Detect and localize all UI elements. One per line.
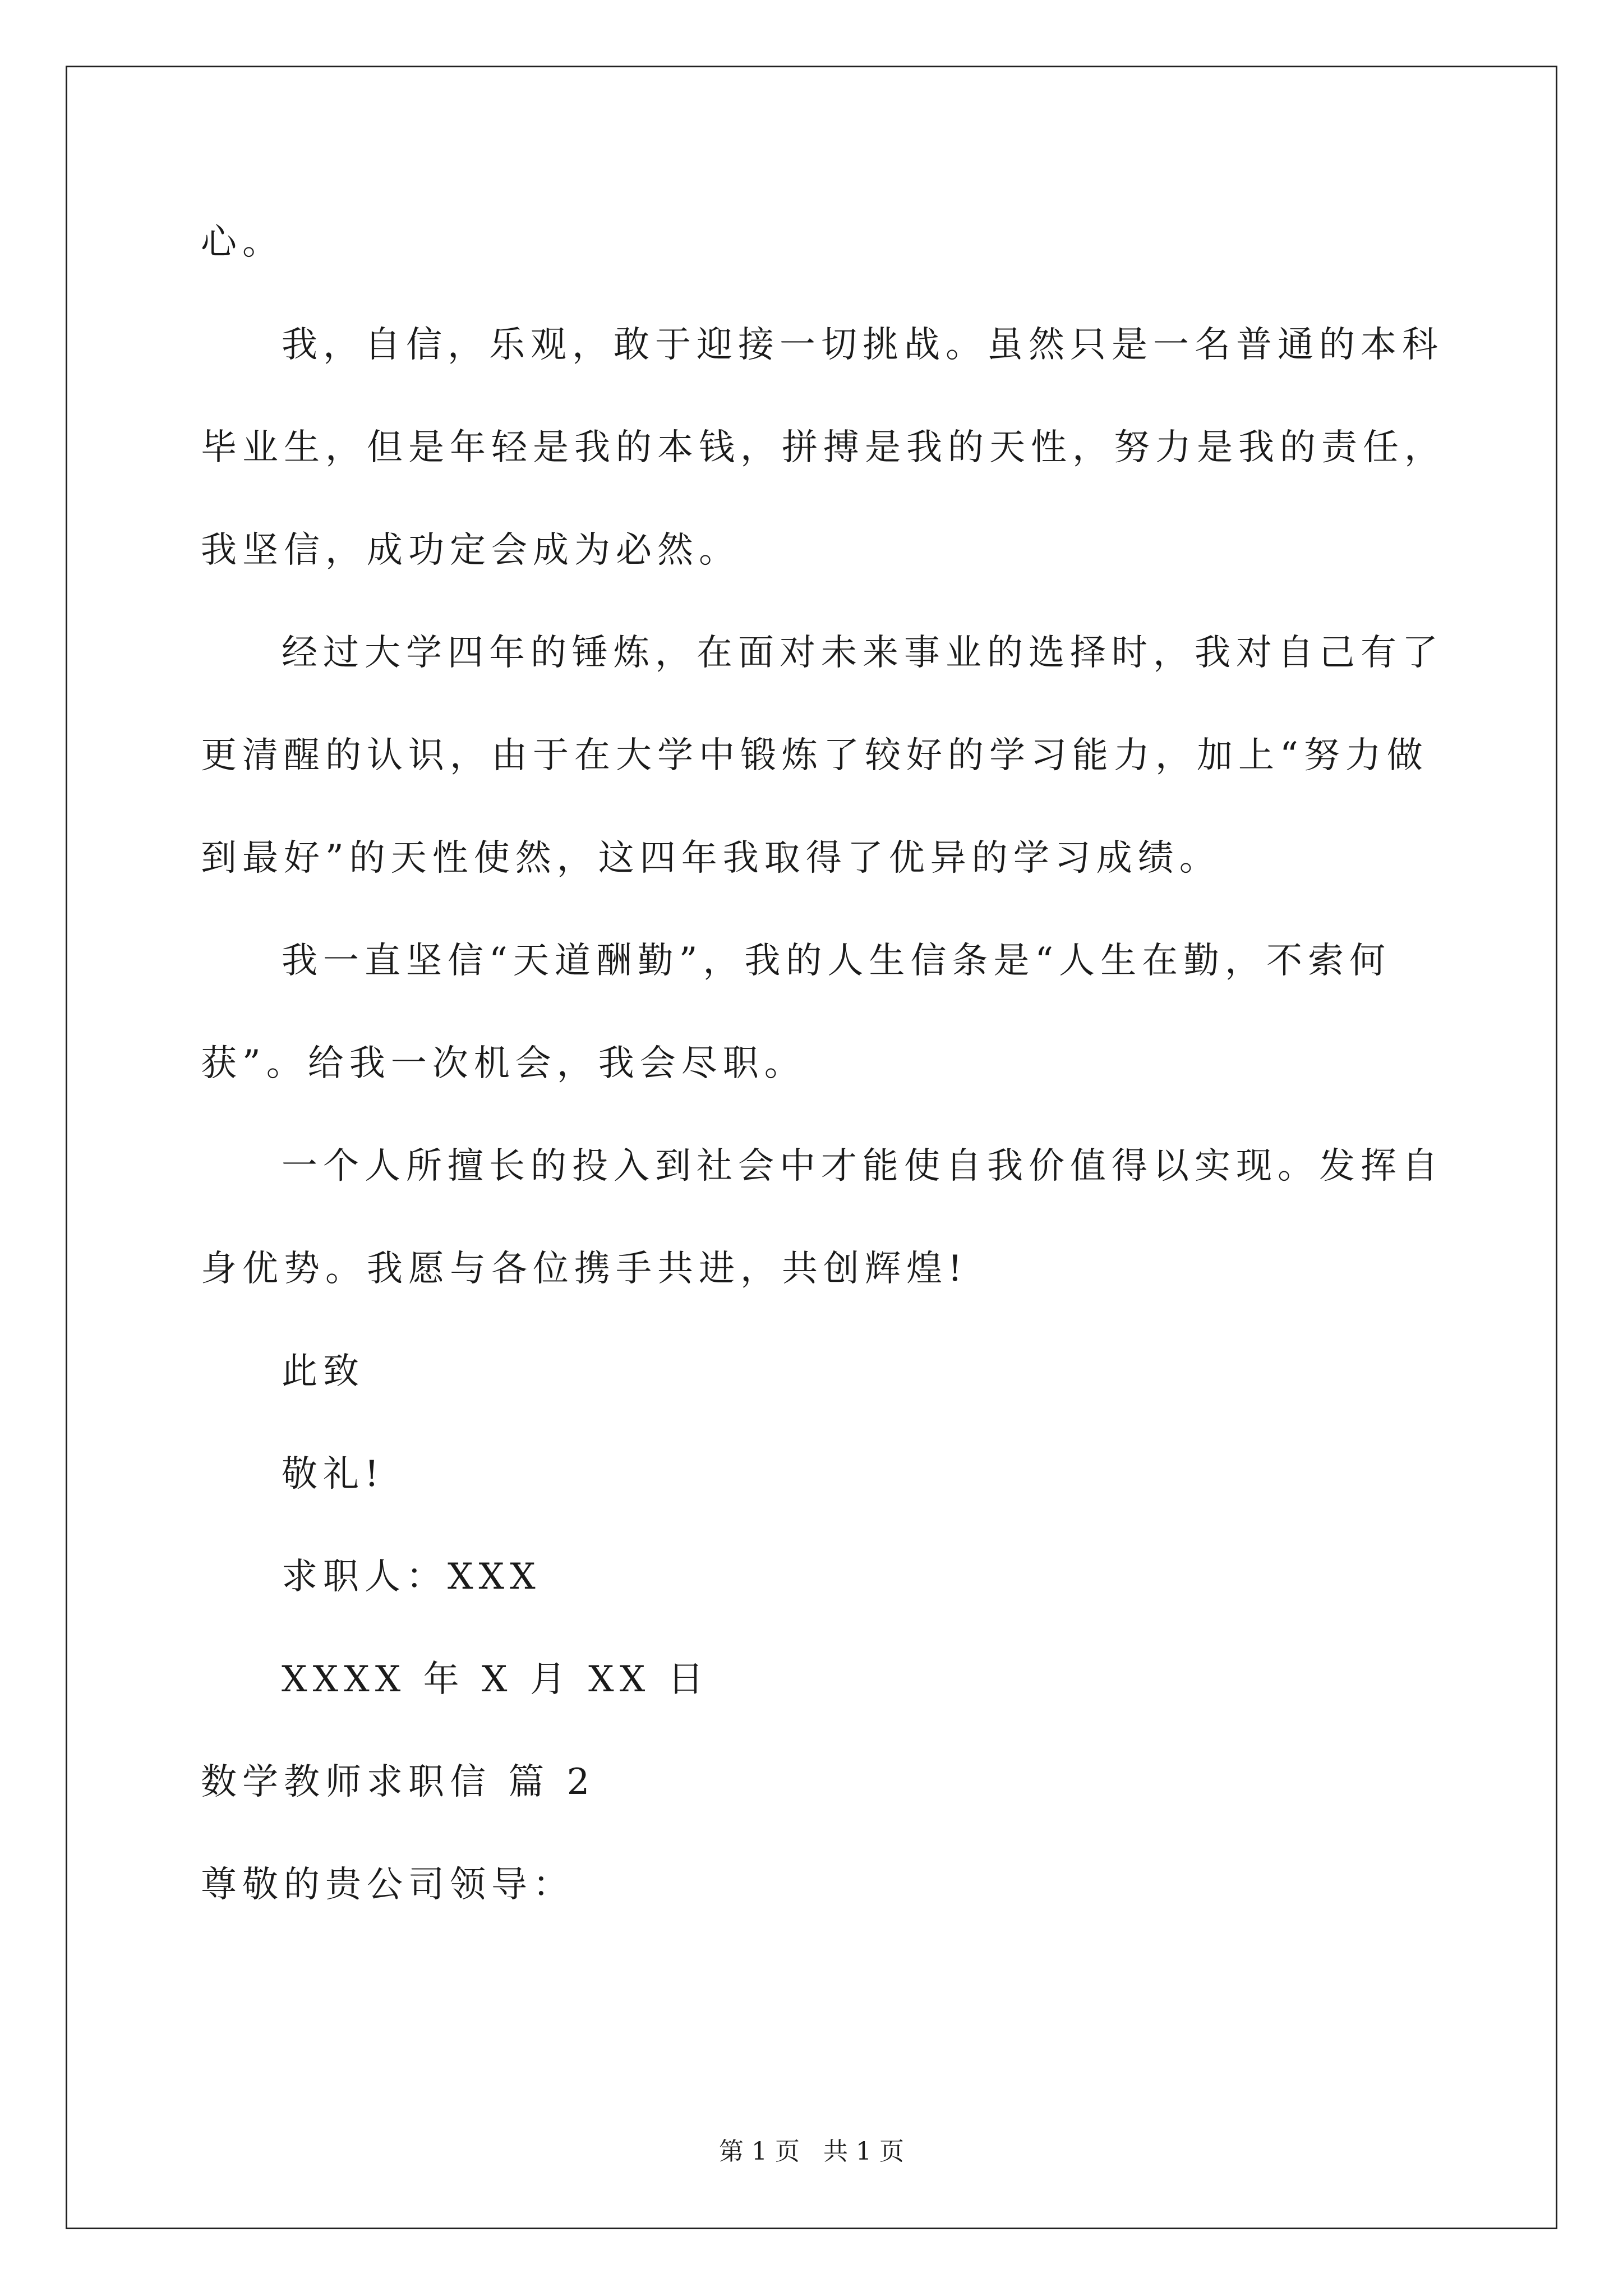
- text-line: 毕业生，但是年轻是我的本钱，拼搏是我的天性，努力是我的责任，: [201, 427, 1446, 468]
- text-line: 我，自信，乐观，敢于迎接一切挑战。虽然只是一名普通的本科: [282, 324, 1444, 366]
- text-line: 我一直坚信“天道酬勤”，我的人生信条是“人生在勤，不索何: [282, 940, 1391, 982]
- text-line: 更清醒的认识，由于在大学中锻炼了较好的学习能力，加上“努力做: [201, 735, 1428, 776]
- text-line: 经过大学四年的锤炼，在面对未来事业的选择时，我对自己有了: [282, 632, 1444, 674]
- text-line: 我坚信，成功定会成为必然。: [201, 530, 740, 571]
- text-line: 一个人所擅长的投入到社会中才能使自我价值得以实现。发挥自: [282, 1145, 1444, 1187]
- text-line: 到最好”的天性使然，这四年我取得了优异的学习成绩。: [201, 838, 1221, 879]
- closing-salutation: 此致: [282, 1351, 365, 1392]
- text-line: 心。: [201, 222, 284, 263]
- section-heading: 数学教师求职信 篇 2: [201, 1761, 596, 1803]
- applicant-signature: 求职人：XXX: [282, 1556, 541, 1598]
- text-line: 获”。给我一次机会，我会尽职。: [201, 1043, 806, 1084]
- letter-greeting: 尊敬的贵公司领导：: [201, 1864, 574, 1906]
- letter-date: XXXX 年 X 月 XX 日: [282, 1659, 709, 1700]
- text-line: 身优势。我愿与各位携手共进，共创辉煌!: [201, 1248, 968, 1290]
- closing-regards: 敬礼!: [282, 1453, 385, 1495]
- page-footer: 第 1 页 共 1 页: [719, 2137, 904, 2166]
